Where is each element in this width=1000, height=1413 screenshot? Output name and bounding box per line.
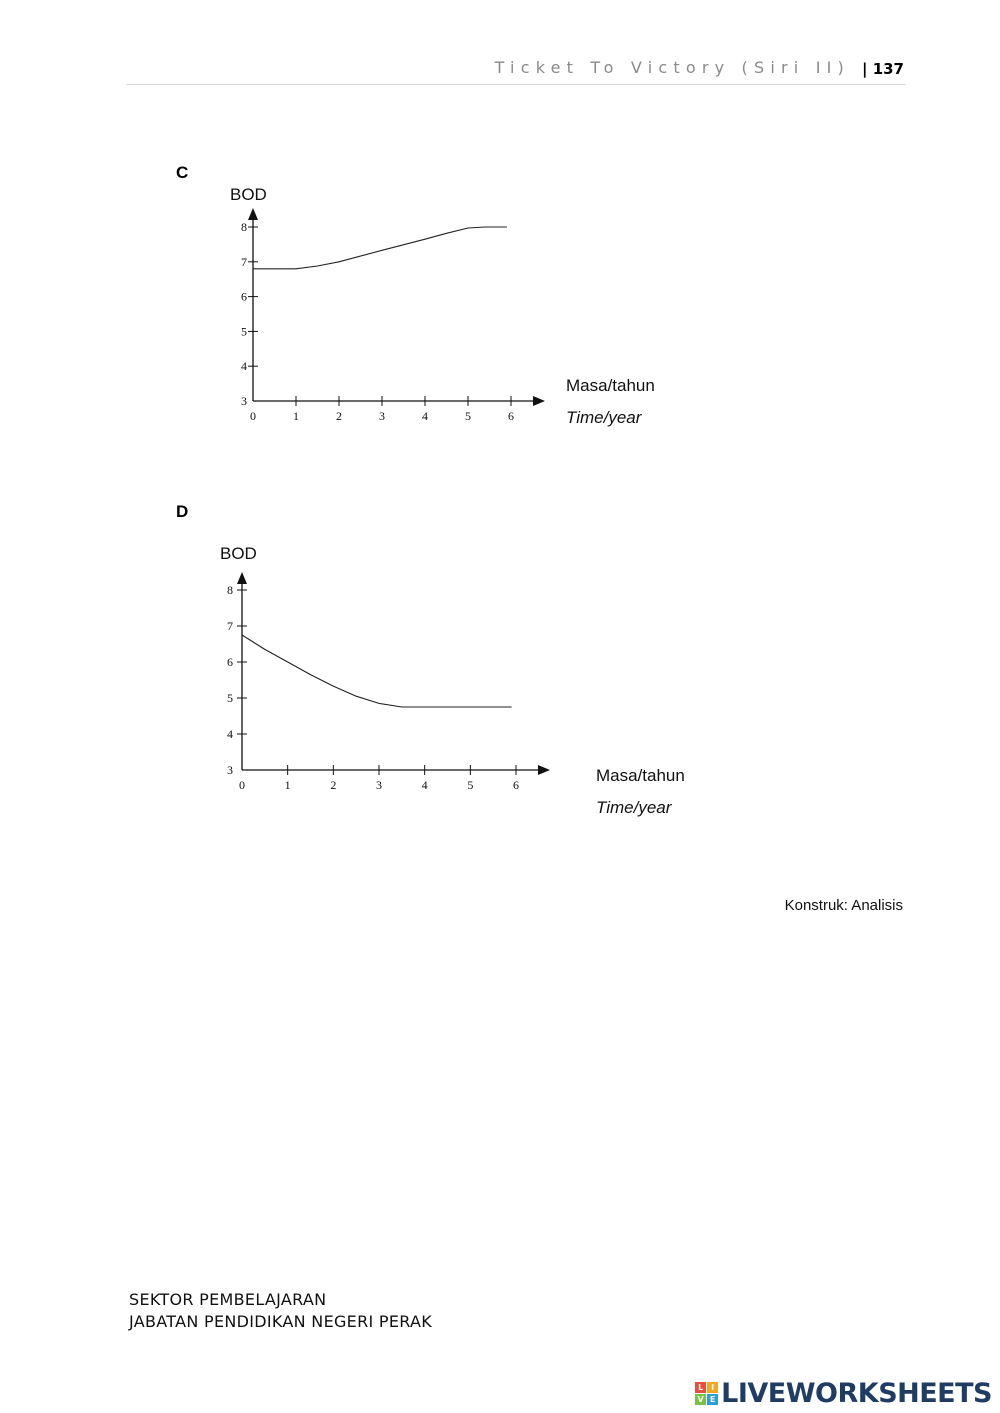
y-tick-label: 8	[241, 220, 247, 234]
x-tick-label: 5	[467, 778, 474, 792]
x-tick-label: 1	[293, 409, 299, 423]
y-tick-label: 6	[241, 289, 247, 304]
x-axis-label-english: Time/year	[566, 408, 642, 427]
y-tick-label: 5	[227, 691, 233, 705]
x-tick-label: 2	[330, 778, 337, 792]
bod-data-point	[470, 707, 471, 708]
liveworksheets-badge-icon	[695, 1382, 718, 1405]
bod-data-point	[333, 686, 334, 687]
bod-data-point	[506, 227, 507, 228]
y-tick-label: 4	[227, 727, 233, 741]
y-tick-label: 7	[241, 254, 247, 269]
badge-letter-l: L	[695, 1382, 706, 1393]
y-tick-label: 8	[227, 583, 233, 597]
x-tick-label: 0	[250, 409, 256, 423]
footer-line-1: SEKTOR PEMBELAJARAN	[129, 1290, 327, 1309]
bod-data-point	[242, 635, 243, 636]
x-tick-label: 3	[376, 778, 382, 792]
x-tick-label: 4	[421, 778, 428, 792]
construct-label: Konstruk: Analisis	[784, 897, 903, 914]
bod-data-point	[296, 268, 297, 269]
header-title: Ticket To Victory (Siri II)	[494, 58, 850, 77]
x-axis-label: Masa/tahun	[596, 766, 685, 785]
page-separator: |	[861, 60, 868, 78]
chart-option-c	[230, 185, 655, 427]
y-tick-label: 3	[241, 394, 247, 408]
bod-data-point	[511, 707, 512, 708]
x-tick-label: 2	[336, 409, 342, 423]
x-tick-label: 0	[239, 778, 245, 792]
footer-line-2: JABATAN PENDIDIKAN NEGERI PERAK	[129, 1312, 433, 1331]
badge-letter-v: V	[695, 1394, 706, 1405]
y-tick-label: 5	[241, 324, 247, 339]
bod-data-point	[310, 674, 311, 675]
chart-option-d	[220, 544, 685, 817]
y-axis-label: BOD	[230, 185, 267, 204]
bod-data-point	[468, 228, 469, 229]
x-tick-label: 1	[284, 778, 291, 792]
bod-data-point	[339, 261, 340, 262]
x-axis-label-english: Time/year	[596, 798, 672, 817]
bod-data-point	[446, 233, 447, 234]
brand-name: LIVEWORKSHEETS	[721, 1377, 992, 1409]
y-tick-label: 6	[227, 655, 233, 669]
y-axis-arrow-icon	[237, 572, 247, 584]
badge-letter-e: E	[707, 1394, 718, 1405]
bod-series-line	[242, 635, 511, 707]
y-tick-label: 7	[227, 619, 233, 633]
x-axis-arrow-icon	[538, 765, 550, 775]
bod-data-point	[287, 662, 288, 663]
bod-data-point	[379, 703, 380, 704]
bod-data-point	[264, 649, 265, 650]
y-axis-label: BOD	[220, 544, 257, 563]
y-tick-label: 3	[227, 763, 233, 777]
bod-data-point	[425, 239, 426, 240]
x-tick-label: 3	[379, 409, 385, 423]
bod-data-point	[424, 707, 425, 708]
x-axis-label: Masa/tahun	[566, 376, 655, 395]
liveworksheets-logo	[695, 1376, 992, 1410]
x-tick-label: 4	[422, 409, 428, 423]
bod-data-point	[253, 268, 254, 269]
option-letter-c: C	[176, 163, 189, 182]
bod-data-point	[485, 227, 486, 228]
page-number-value: 137	[872, 60, 904, 78]
x-axis-arrow-icon	[533, 396, 545, 406]
y-axis-arrow-icon	[248, 208, 258, 220]
x-tick-label: 6	[513, 778, 519, 792]
bod-data-point	[382, 250, 383, 251]
x-tick-label: 6	[508, 409, 514, 423]
bod-data-point	[401, 707, 402, 708]
y-tick-label: 4	[241, 359, 247, 374]
option-letter-d: D	[176, 502, 189, 521]
x-tick-label: 5	[465, 409, 471, 423]
bod-data-point	[356, 696, 357, 697]
bod-data-point	[317, 266, 318, 267]
badge-letter-i: I	[707, 1382, 718, 1393]
bod-series-line	[253, 227, 507, 269]
